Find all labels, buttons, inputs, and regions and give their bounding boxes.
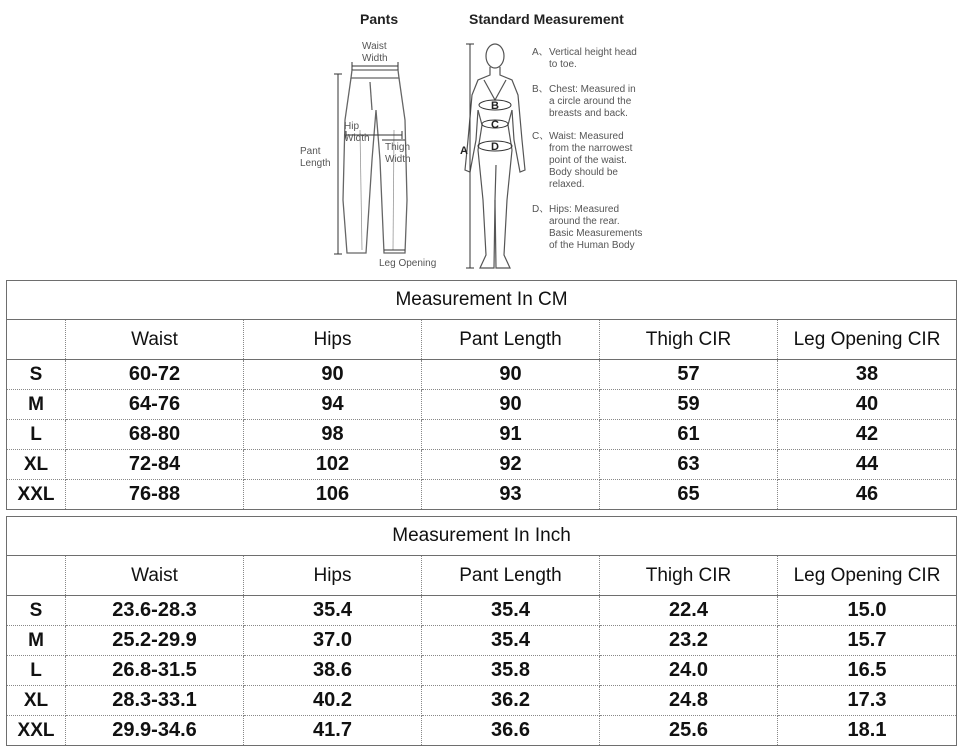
- column-header: Thigh CIR: [600, 320, 778, 360]
- table-cell: 38: [778, 360, 957, 390]
- column-header: Waist: [66, 320, 244, 360]
- table-cell: 46: [855, 483, 879, 505]
- table-cell: 44: [778, 450, 957, 480]
- pants-title: Pants: [360, 11, 399, 27]
- size-label: M: [7, 390, 66, 420]
- table-cell: 106: [244, 480, 422, 510]
- size-label: L: [7, 656, 66, 686]
- hip-width-label: Hip Width: [344, 121, 370, 144]
- note-text: Hips: Measured around the rear. Basic Measurements of the Human Body: [549, 204, 643, 251]
- column-header: Pant Length: [422, 556, 600, 596]
- column-header: Leg Opening CIR: [778, 320, 957, 360]
- table-cell: 60-72: [66, 360, 244, 390]
- note-b: [532, 84, 682, 120]
- column-header: [7, 320, 66, 360]
- table-cell: 61: [600, 420, 778, 450]
- table-cell: 38.6: [244, 656, 422, 686]
- table-cell: 93: [422, 480, 600, 510]
- note-key: C、: [532, 131, 550, 142]
- table-cell: 18.1: [847, 719, 887, 741]
- column-header: [7, 556, 66, 596]
- table-cell: 36.2: [422, 686, 600, 716]
- table-cell: 25.2-29.9: [66, 626, 244, 656]
- table-cell: 92: [422, 450, 600, 480]
- table-cell: 35.4: [422, 596, 600, 626]
- table-header-row: [7, 320, 957, 360]
- table-cell: 57: [600, 360, 778, 390]
- table-cell: 24.0: [600, 656, 778, 686]
- table-cell: 15.7: [778, 626, 957, 656]
- table-row: [7, 656, 957, 686]
- table-cell: 68-80: [66, 420, 244, 450]
- table-row: [7, 360, 957, 390]
- size-label: S: [7, 596, 66, 626]
- note-d: [532, 204, 682, 252]
- table-cell: 98: [244, 420, 422, 450]
- column-header: Pant Length: [422, 320, 600, 360]
- table-row: [7, 450, 957, 480]
- note-key: B、: [532, 84, 549, 95]
- note-c: [532, 131, 682, 191]
- table-cell: 28.3-33.1: [66, 686, 244, 716]
- table-row: [7, 686, 957, 716]
- column-header: Hips: [244, 556, 422, 596]
- measurement-table-cm: [6, 280, 957, 510]
- column-header: Waist: [66, 556, 244, 596]
- table-title-row: [7, 517, 957, 556]
- size-label: M: [7, 626, 66, 656]
- size-guide-diagram: [0, 0, 962, 278]
- table-row: [7, 420, 957, 450]
- waist-width-label: Waist Width: [362, 41, 388, 64]
- table-cell: 59: [600, 390, 778, 420]
- table-cell: 63: [600, 450, 778, 480]
- table-cell: 35.4: [422, 626, 600, 656]
- table-cell: 24.8: [600, 686, 778, 716]
- table-cell: 29.9-34.6: [66, 716, 244, 746]
- thigh-width-label: Thigh Width: [385, 142, 411, 165]
- note-text: Vertical height head to toe.: [549, 47, 637, 70]
- table-cell: 91: [422, 420, 600, 450]
- body-letter-b: B: [491, 100, 499, 112]
- standard-measurement-title: Standard Measurement: [469, 11, 624, 27]
- table-cell: 23.6-28.3: [66, 596, 244, 626]
- size-label: XXL: [7, 480, 66, 510]
- table-title: Measurement In Inch: [7, 517, 957, 556]
- table-cell: 37.0: [244, 626, 422, 656]
- table-cell: 90: [244, 360, 422, 390]
- body-letter-d: D: [491, 141, 499, 153]
- size-label: XL: [7, 686, 66, 716]
- table-cell: 90: [422, 360, 600, 390]
- pants-and-body-illustration: [0, 0, 962, 278]
- column-header: Hips: [244, 320, 422, 360]
- size-label: XXL: [7, 716, 66, 746]
- note-text: Chest: Measured in a circle around the breasts and back.: [549, 84, 636, 119]
- table-title-row: [7, 281, 957, 320]
- table-cell: 35.4: [244, 596, 422, 626]
- size-label: L: [7, 420, 66, 450]
- size-label: S: [7, 360, 66, 390]
- table-row: [7, 716, 957, 746]
- table-row: [7, 480, 957, 510]
- table-cell: 22.4: [600, 596, 778, 626]
- table-cell: 40: [778, 390, 957, 420]
- column-header: Leg Opening CIR: [778, 556, 957, 596]
- body-figure: [465, 44, 525, 268]
- table-cell: 35.8: [422, 656, 600, 686]
- table-row: [7, 626, 957, 656]
- table-cell: 17.3: [778, 686, 957, 716]
- measurement-table-inch: [6, 516, 957, 746]
- table-cell: 65: [600, 480, 778, 510]
- table-row: [7, 596, 957, 626]
- note-key: D、: [532, 204, 550, 215]
- pant-length-label: Pant Length: [300, 146, 331, 169]
- table-cell: 102: [244, 450, 422, 480]
- table-cell: 16.5: [778, 656, 957, 686]
- table-cell: 42: [778, 420, 957, 450]
- table-cell: 64-76: [66, 390, 244, 420]
- table-cell: 40.2: [244, 686, 422, 716]
- size-label: XL: [7, 450, 66, 480]
- table-cell: 15.0: [778, 596, 957, 626]
- body-letter-a: A: [460, 145, 468, 157]
- body-letter-c: C: [491, 119, 499, 131]
- table-cell: 90: [422, 390, 600, 420]
- leg-opening-label: Leg Opening: [379, 258, 437, 269]
- column-header: Thigh CIR: [600, 556, 778, 596]
- table-cell: 76-88: [66, 480, 244, 510]
- table-cell: 25.6: [600, 716, 778, 746]
- table-cell: 72-84: [66, 450, 244, 480]
- table-row: [7, 390, 957, 420]
- table-cell: 36.6: [422, 716, 600, 746]
- table-title: Measurement In CM: [7, 281, 957, 320]
- table-header-row: [7, 556, 957, 596]
- table-cell: 23.2: [600, 626, 778, 656]
- table-cell: 26.8-31.5: [66, 656, 244, 686]
- table-cell: 41.7: [244, 716, 422, 746]
- note-a: [532, 47, 682, 71]
- note-key: A、: [532, 47, 549, 58]
- note-text: Waist: Measured from the narrowest point of the waist. Body should be relaxed.: [549, 131, 633, 190]
- table-cell: 94: [244, 390, 422, 420]
